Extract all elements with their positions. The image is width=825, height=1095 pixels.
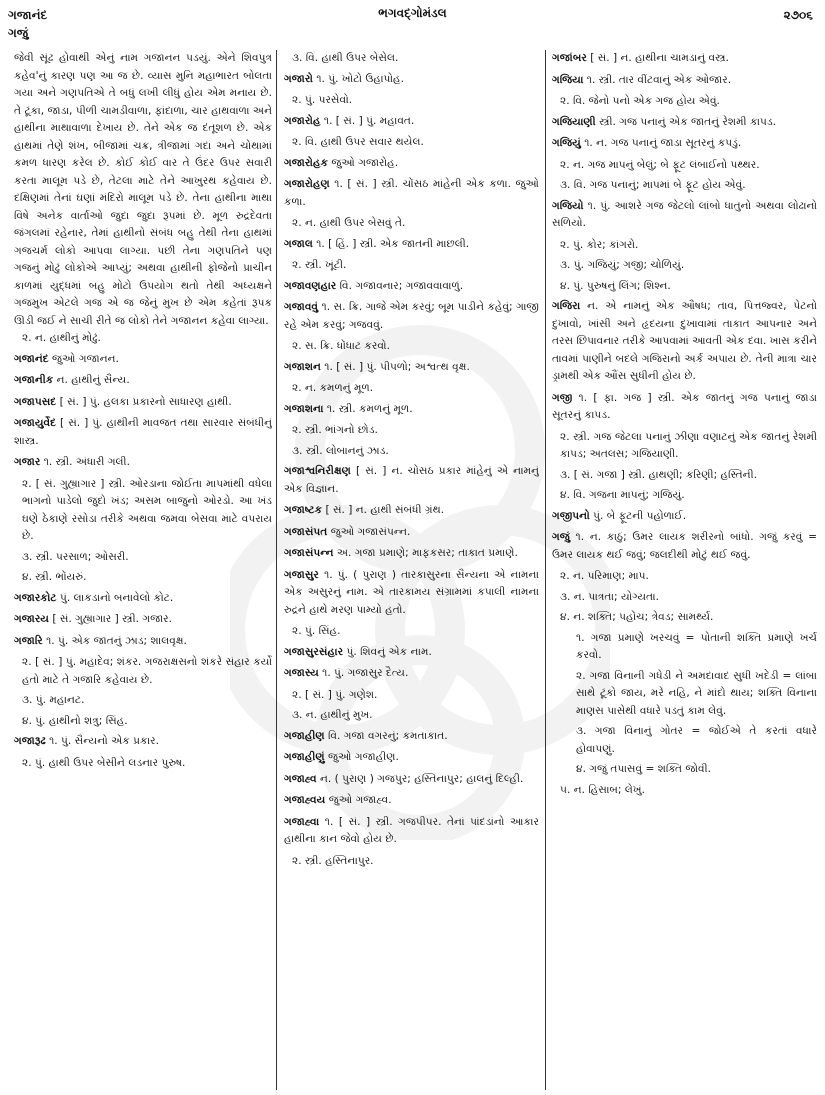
sense-line: ૨. [ સં. ગુહ્યાગાર ] સ્ત્રી. ઓરડાના જોઈતા માપમાંથી વધેલા ભાગનો પાડેલો જુદો ખંડ; અસમ બાજુનો ઓરડો. આ ખંડ ઘણે ઠેકાણે રસોડા તરીકે અથવા જમવા બેસવા માટે વપરાય છે. — [22, 477, 272, 542]
headword: ગજારિ — [14, 634, 43, 647]
dictionary-entry — [14, 372, 272, 390]
dictionary-entry — [284, 749, 539, 767]
headword: ગજાનીક — [14, 374, 54, 386]
definition: અ. ગજા પ્રમાણે; માફકસર; તાકાત પ્રમાણે. — [336, 547, 518, 559]
definition: ૧. [ હિં. ] સ્ત્રી. એક જાતની માછલી. — [316, 237, 470, 250]
dictionary-entry — [14, 633, 272, 651]
sense-line: ૪. વિ. ગજના માપનું; ગજિયું. — [560, 489, 685, 501]
dictionary-entry — [284, 665, 539, 683]
definition: [ સં. ] ન. ચોસઠ પ્રકાર માંહેનું એ નામનું એક વિજ્ઞાન. — [284, 465, 539, 495]
headword: ગજાષ્ટક — [284, 504, 323, 516]
page-header — [0, 0, 825, 50]
sense-line: ૨. સ. ક્રિ. ધોંધાટ કરવો. — [292, 340, 390, 352]
sense-line: ૨. પું. સિંહ. — [292, 625, 341, 637]
dictionary-entry — [552, 529, 817, 564]
column-divider — [545, 50, 546, 1090]
headword: ગજાહ્વય — [284, 794, 326, 806]
dictionary-entry — [552, 198, 817, 233]
headword: ગજું — [552, 531, 570, 543]
dictionary-entry — [284, 644, 539, 662]
column-2 — [284, 50, 539, 1090]
dictionary-entry — [284, 401, 539, 419]
sense-line: ૨. સ્ત્રી. ગજ જેટલા પનાનું ઝીણા વણાટનું એક જાતનું રેશમી કાપડ; અતલસ; ગજિયાણી. — [560, 430, 817, 460]
definition: ૧. [ સં. ] પું. પીપળો; અશ્વત્થ વૃક્ષ. — [324, 360, 470, 373]
dictionary-entry — [284, 278, 539, 296]
headword: ગજાશન — [284, 360, 321, 373]
dictionary-entry — [14, 733, 272, 751]
sense-line: ૨. પું. હાથી ઉપર બેસીને લડનાર પુરુષ. — [22, 756, 186, 769]
definition: ૧. [ સં. ] સ્ત્રી. ગજપીપર. તેનાં પાંદડાંનો આકાર હાથીના કાન જેવો હોય છે. — [284, 815, 539, 845]
sense-line: ૨. વિ. જેનો પનો એક ગજ હોય એવું. — [560, 95, 720, 107]
dictionary-entry — [14, 454, 272, 472]
definition: [ સં. ] પું. હાથીની માવજત તથા સારવાર સંબંધીનું શાસ્ત્ર. — [14, 417, 272, 447]
guide-word-last: ગજું — [8, 26, 29, 40]
column-divider — [276, 50, 277, 1090]
definition: જુઓ ગજાહીણ. — [328, 751, 399, 763]
headword: ગજાશના — [284, 402, 324, 415]
dictionary-entry — [552, 390, 817, 425]
definition: ૧. સ્ત્રી. કમળનું મૂળ. — [326, 402, 413, 415]
definition: ૧. સ્ત્રી. અંધારી ગલી. — [43, 456, 130, 468]
definition: જુઓ ગજાસંપન્ન. — [330, 525, 411, 538]
dictionary-entry — [284, 771, 539, 789]
dictionary-entry — [284, 113, 539, 131]
headword: ગજિરા — [552, 300, 581, 312]
page-title: ભગવદ્ગોમંડલ — [378, 6, 447, 20]
definition: પું. લાકડાનો બનાવેલો કોટ. — [59, 591, 174, 604]
headword: ગજાસ્ય — [284, 667, 319, 679]
sense-line: ૩. સ્ત્રી. પરસાળ; ઓસરી. — [22, 550, 129, 563]
headword: ગજાયુર્વેદ — [14, 417, 57, 429]
dictionary-entry — [552, 135, 817, 153]
sense-line: ૩. ન. પાત્રતા; યોગ્યતા. — [560, 590, 660, 603]
definition: ૧. [ ફા. ગજ ] સ્ત્રી. એક જાતનું ગજ પનાનું જાડા સૂતરનું કાપડ. — [552, 391, 817, 421]
dictionary-entry — [14, 590, 272, 608]
headword: ગજાંબર — [552, 52, 587, 64]
dictionary-entry — [14, 415, 272, 450]
definition-continuation: જેવી સૂંઢ હોવાથી એનું નામ ગજાનન પડયું. એને શિવપુત્ર કહેવ'નું કારણ પણ આ જ છે. વ્યાસ મુનિ મહાભારત બોલતા ગયા અને ગણપતિએ તે બધું લખી લીધું હોય એમ મનાય છે. તે ટૂંકા, જાડા, પીળી ચામડીવાળા, ફાંદાળા, ચાર હાથવાળા અને હાથીના માથાવાળા દેખાય છે. તેને એક જ દંતૂશળ છે. એક હાથમાં તેણે શંખ, બીજામાં ચક્ર, ત્રીજામાં ગદા અને ચોથામાં કમળ ધારણ કરેલ છે. કોઈ કોઈ વાર તે ઉંદર ઉપર સવારી કરતા માલૂમ પડે છે, તેટલા માટે તેને આખુરથ કહેવાય છે. દક્ષિણમાં તેનાં ઘણાં મંદિરો માલૂમ પડે છે. તેના હાથીના માથા વિષે અનેક વાર્તાઓ જુદા જુદા રૂપમાં છે. મૂળ રુદ્રદેવતા જંગલમાં રહેનાર, તેમાં હાથીનો સંબંધ બહુ તેથી તેના હાથમાં ગજચર્મ લોકો આપવા લાગ્યા. પછી તેના ગણપતિને પણ ગજનું મોઢું લોકોએ આપ્યું; અથવા હાથીની ફોજેનો પ્રાચીન કાળમાં યુદ્ધમાં બહુ મોટો ઉપયોગ થતો તેથી અધ્યક્ષને ગજમુખ એટલે ગજ એ જ જેનું મુખ છે એમ કહેતાં રૂપક ઊડી જઈ ને સાચી રીતે જ લોકો તેને ગજાનન કહેવા લાગ્યા. — [14, 52, 272, 327]
dictionary-entry — [284, 502, 539, 520]
dictionary-entry — [284, 524, 539, 542]
headword: ગજિયા — [552, 73, 584, 86]
definition: ૧. પું. ( પુરાણ ) તારકાસુરના સૈન્યના એ નામના એક અસુરનું નામ. એ તારકામય સંગ્રામમાં કપાલી નામના રુદ્રને હાથે મરણ પામ્યો હતો. — [284, 568, 539, 616]
headword: ગજાનંદ — [14, 352, 49, 365]
sense-line: ૩. ન. હાથીનું મુખ. — [292, 709, 373, 721]
headword: ગજી — [552, 391, 573, 404]
dictionary-entry — [284, 176, 539, 211]
sense-line: ૨. પું. પરસેવો. — [292, 94, 353, 106]
page-number: ૨૭૦૬ — [783, 8, 813, 22]
headword: ગજાશ્વનિરીક્ષણ — [284, 465, 351, 477]
headword: ગજિયાણી — [552, 115, 596, 128]
sense-line: ૨. [ સં. ] પું. ગણેશ. — [292, 688, 378, 701]
headword: ગજારોહક — [284, 156, 328, 169]
headword: ગજાહીણું — [284, 751, 325, 763]
dictionary-entry — [14, 611, 272, 629]
headword: ગજારકોટ — [14, 591, 57, 604]
dictionary-entry — [14, 351, 272, 369]
idiom-line: ૧. ગજા પ્રમાણે ખરચવું = પોતાની શક્તિ પ્રમાણે ખર્ચ કરવો. — [576, 631, 817, 661]
definition: ૧. ન. કાઠું; ઉમર લાયક શરીરનો બાંધો. ગજું કરવું = ઉમર લાયક થઈ જવું; જલદીથી મોટું થઈ જવું. — [552, 531, 817, 561]
sense-line: ૨. ન. હાથી ઉપર બેસવું તે. — [292, 217, 406, 229]
idiom-line: ૩. ગજા વિનાનું ગોતર = જોઈએ તે કરતાં વધારે હોવાપણું. — [576, 725, 817, 755]
sense-line: ૨. પું. કોર; કાંગરો. — [560, 238, 639, 251]
dictionary-entry — [284, 359, 539, 377]
headword: ગજારૂઢ — [14, 735, 46, 747]
definition: ૧. સ્ત્રી. તાર વીંટવાનું એક ઓજાર. — [586, 73, 732, 86]
headword: ગજારોહ — [284, 114, 321, 127]
idiom-line: ૪. ગજું તપાસવું = શક્તિ જોવી. — [576, 763, 712, 775]
sense-line: ૩. વિ. ગજ પનાનું; માપમાં બે ફૂટ હોય એવું. — [560, 179, 746, 191]
sense-line: ૨. ન. ગજ માપનું બેલું; બે ફૂટ લંબાઈનો પથ્થર. — [560, 158, 760, 171]
headword: ગજારો — [284, 72, 313, 85]
dictionary-entry — [284, 155, 539, 173]
dictionary-entry — [552, 50, 817, 68]
definition: જુઓ ગજાહ્વ. — [328, 794, 392, 806]
sense-line: ૩. પું. ગજિયું; ગજી; ચોળિયું. — [560, 259, 685, 271]
headword: ગજાવણહાર — [284, 279, 337, 292]
headword: ગજાલ — [284, 237, 313, 250]
definition: પું. બે ફૂટની પહોળાઈ. — [593, 509, 687, 522]
definition: સ્ત્રી. ગજ પનાનું એક જાતનું રેશમી કાપડ. — [599, 115, 777, 128]
sense-line: ૩. પું. મહાનટ. — [22, 694, 85, 706]
sense-line: ૨. ન. હાથીનું મોઢું. — [22, 332, 101, 344]
definition: વિ. ગજાવનાર; ગજાવવાવાળું. — [339, 279, 464, 292]
sense-line: ૨. સ્ત્રી. ભાંગનો છોડ. — [292, 424, 378, 436]
sense-line: ૫. ન. હિસાબ; લેખું. — [560, 783, 645, 796]
sense-line: ૪. પું. પુરુષનું લિંગ; શિશ્ન. — [560, 279, 671, 292]
definition: ૧. પું. એક જાતનું ઝાડ; શાલવૃક્ષ. — [46, 634, 187, 647]
definition: ૧. ન. ગજ પનાનું જાડા સૂતરનું કપડું. — [584, 137, 742, 149]
headword: ગજાસંપન્ન — [284, 547, 334, 559]
headword: ગજાહીણ — [284, 729, 325, 742]
definition: ૧. પું. આશરે ગજ જેટલો લાંબો ધાતુનો અથવા લોઢાનો સળિયો. — [552, 199, 817, 229]
headword: ગજારોહણ — [284, 178, 330, 190]
sense-line: ૨. સ્ત્રી. ખૂંટી. — [292, 259, 347, 271]
dictionary-entry — [284, 567, 539, 620]
headword: ગજાવવું — [284, 301, 319, 313]
definition: ન. ( પુરાણ ) ગજપુર; હસ્તિનાપુર; હાલનું દિલ્હી. — [320, 772, 524, 785]
dictionary-entry — [284, 814, 539, 849]
definition: ન. એ નામનું એક ઔષધ; તાવ, પિત્તજ્વર, પેટનો દુખાવો, ખાંસી અને હૃદયના દુખાવામાં તાકાત આપનાર અને તરસ છિપાવનાર તરીકે આપવામાં આવતી એક દવા. ખાસ કરીને તાવમાં પાણીને બદલે ગજિરાનો અર્ક અપાય છે. તેની માત્રા ચાર ડ્રામથી એક ઔંસ સુધીની હોય છે. — [552, 300, 817, 382]
guide-word-first: ગજાનંદ — [8, 8, 48, 22]
sense-line: ૨. વિ. હાથી ઉપર સવાર થયેલ. — [292, 136, 424, 148]
sense-line: ૨. ન. પરિમાણ; માપ. — [560, 570, 649, 582]
headword: ગજાસંપત — [284, 525, 328, 538]
dictionary-entry — [14, 394, 272, 412]
headword: ગજાસુરસંહાર — [284, 645, 344, 658]
headword: ગજાસુર — [284, 568, 319, 581]
dictionary-entry — [284, 236, 539, 254]
definition: જુઓ ગજારોહ. — [331, 156, 399, 169]
dictionary-entry — [552, 298, 817, 386]
definition: ૧. પું. ગજાસુર દૈત્ય. — [322, 667, 409, 679]
definition: [ સં. ] ન. હાથી સંબંધી ગ્રંથ. — [325, 504, 445, 516]
definition: ૧. પું. ખોટો ઉહાપોહ. — [316, 72, 404, 85]
sense-line: ૩. વિ. હાથી ઉપર બેસેલ. — [292, 52, 399, 64]
dictionary-entry — [284, 545, 539, 563]
definition: ૧. [ સં. ] પું. મહાવત. — [323, 114, 415, 127]
dictionary-entry — [284, 792, 539, 810]
column-3 — [552, 50, 817, 1090]
idiom-line: ૨. ગજા વિનાની ગધેડી ને અમદાવાદ સુધી ખદેડી = લાંબા સાથે ટૂંકો જાય, મરે નહિ, ને માંદો થાય; શક્તિ વિનાના માણસ પાસેથી વધારે પડતું કામ લેવું. — [576, 669, 817, 717]
dictionary-entry — [284, 299, 539, 334]
sense-line: ૪. સ્ત્રી. ભોંયરું. — [22, 571, 87, 583]
definition: જુઓ ગજાનન. — [52, 352, 119, 365]
dictionary-entry — [552, 508, 817, 526]
definition: [ સં. ] ન. હાથીના ચામડાનું વસ્ત્ર. — [590, 52, 729, 64]
sense-line: ૨. [ સં. ] પું. મહાદેવ; શંકર. ગજરાક્ષસનો શંકરે સંહાર કર્યો હતો માટે તે ગજારિ કહેવાય છે. — [22, 656, 272, 686]
definition: ૧. [ સં. ] સ્ત્રી. ચોંસઠ માંહેની એક કળા. જુઓ કળા. — [284, 178, 539, 208]
definition: વિ. ગજા વગરનું; કમતાકાત. — [328, 729, 448, 742]
headword: ગજીપનો — [552, 509, 590, 522]
sense-line: ૨. ન. કમળનું મૂળ. — [292, 382, 374, 394]
definition: ૧. સ. ક્રિ. ગાજે એમ કરવું; બૂમ પાડીને કહેવું; ગાજી રહે એમ કરવું; ગજવવું. — [284, 301, 539, 331]
dictionary-columns — [0, 50, 825, 1095]
headword: ગજાર — [14, 456, 41, 468]
headword: ગજાહ્વ — [284, 772, 317, 785]
headword: ગજાહ્વા — [284, 815, 320, 828]
dictionary-entry — [284, 728, 539, 746]
dictionary-entry — [552, 114, 817, 132]
sense-line: ૨. સ્ત્રી. હસ્તિનાપુર. — [292, 854, 374, 867]
definition: [ સં. ગુહ્યાગાર ] સ્ત્રી. ગજાર. — [52, 613, 173, 625]
headword: ગજિયો — [552, 199, 584, 212]
definition: [ સં. ] પું. હલકા પ્રકારનો સાધારણ હાથી. — [59, 395, 232, 408]
sense-line: ૩. [ સં. ગજા ] સ્ત્રી. હાથણી; કરિણી; હસ્તિની. — [560, 468, 757, 481]
dictionary-entry — [284, 463, 539, 498]
definition: પું. શિવનું એક નામ. — [346, 645, 432, 658]
dictionary-entry — [552, 72, 817, 90]
headword: ગજાપસદ — [14, 395, 57, 408]
column-1 — [14, 50, 272, 1090]
sense-line: ૪. ન. શક્તિ; પહોંચ; ત્રેવડ; સામર્થ્ય. — [560, 611, 714, 623]
definition: ૧. પું. સૈન્યનો એક પ્રકાર. — [49, 735, 159, 747]
dictionary-entry — [284, 71, 539, 89]
sense-line: ૩. સ્ત્રી. લોબાનનું ઝાડ. — [292, 444, 389, 457]
definition: ન. હાથીનું સૈન્ય. — [56, 374, 130, 386]
headword: ગજિયું — [552, 137, 581, 149]
sense-line: ૪. પું. હાથીનો શત્રુ; સિંહ. — [22, 714, 128, 727]
headword: ગજારય — [14, 613, 49, 625]
